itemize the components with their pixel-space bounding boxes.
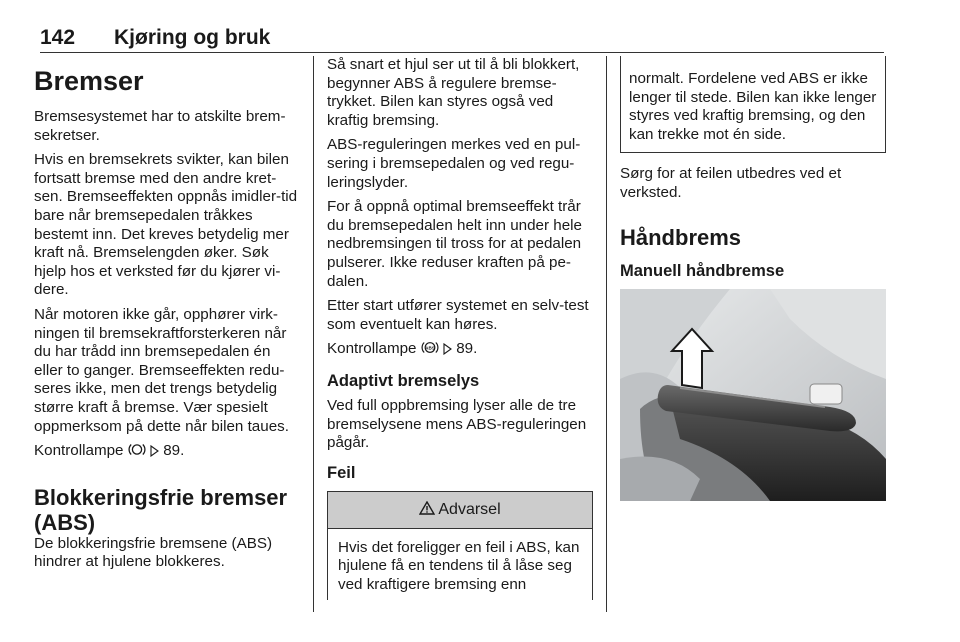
lamp-reference-text: Kontrollampe <box>34 442 124 460</box>
svg-text:ABS: ABS <box>424 345 435 351</box>
column-2 <box>327 56 593 600</box>
paragraph: Så snart et hjul ser ut til å bli blokkert, begynner ABS å regulere bremse-trykket. Bilen kan styres også ved kraftig bremsing. <box>327 56 580 129</box>
warning-header <box>328 492 592 529</box>
paragraph: De blokkeringsfrie bremsene (ABS) hindrer at hjulene blokkeres. <box>34 534 273 571</box>
paragraph: ABS-reguleringen merkes ved en pul-sering i bremsepedalen og ved regu-leringslyder. <box>327 136 581 191</box>
lamp-reference-page: 89. <box>456 340 478 358</box>
paragraph: Ved full oppbremsing lyser alle de tre bremselysene mens ABS-reguleringen pågår. <box>327 396 587 452</box>
paragraph: Hvis en bremsekrets svikter, kan bilen fortsatt bremse med den andre kret-sen. Bremseeffekten oppnås imidler-tid bare når bremsepedalen tråkkes bestemt inn. Det kreves betydelig mer kraft nå. Bremselengden øker. Søk hjelp hos et verksted før du kjører vi-dere. <box>34 151 298 299</box>
paragraph: Sørg for at feilen utbedres ved et verksted. <box>620 165 842 201</box>
heading-abs-line2: (ABS) <box>34 509 96 535</box>
heading-feil: Feil <box>327 463 356 482</box>
paragraph: For å oppnå optimal bremseeffekt trår du bremsepedalen helt inn under hele nedbremsingen til tross for at pedalen pulserer. Ikke reduser kraften på pe-dalen. <box>327 198 582 290</box>
warning-text: Hvis det foreligger en feil i ABS, kan hjulene få en tendens til å låse seg ved kraftigere bremsing enn <box>338 538 580 593</box>
heading-handbrems: Håndbrems <box>620 224 742 250</box>
heading-abs-line1: Blokkeringsfrie bremser <box>34 484 288 510</box>
warning-box <box>327 491 593 601</box>
abs-lamp-icon <box>421 340 439 361</box>
heading-adaptive-brakelight: Adaptivt bremselys <box>327 371 480 390</box>
paragraph: Når motoren ikke går, opphører virk-ningen til bremsekraftforsterkeren når du har trådd inn bremsepedalen én eller to ganger. Bremseeffekten redu-seres ikke, men det trengs betydelig større kraft å bremse. Vær spesielt oppmerksom på dette når bilen taues. <box>34 305 289 435</box>
lamp-reference <box>327 340 593 361</box>
column-1 <box>34 56 299 578</box>
heading-abs <box>34 485 299 535</box>
brake-warning-lamp-icon <box>128 442 146 463</box>
warning-text-continued: normalt. Fordelene ved ABS er ikke lenger til stede. Bilen kan ikke lenger styres ved kraftig bremsing, og den kan trekke mot én side. <box>629 70 877 143</box>
warning-box-continued <box>620 56 886 153</box>
heading-bremser: Bremser <box>34 66 144 96</box>
handbrake-photo <box>620 289 886 501</box>
lamp-reference-text: Kontrollampe <box>327 340 417 358</box>
warning-body <box>328 529 592 601</box>
lamp-reference <box>34 442 299 463</box>
warning-triangle-icon <box>419 501 435 519</box>
page-number: 142 <box>40 26 76 49</box>
header-rule <box>40 52 884 53</box>
page-section-title: Kjøring og bruk <box>114 26 271 49</box>
arrow-ref-icon <box>150 444 159 463</box>
page-header <box>40 26 890 50</box>
lamp-reference-page: 89. <box>163 442 185 460</box>
paragraph: Etter start utfører systemet en selv-test som eventuelt kan høres. <box>327 297 589 333</box>
warning-title: Advarsel <box>438 500 501 518</box>
column-3 <box>620 56 886 501</box>
column-divider-1 <box>313 56 314 612</box>
subheading-manual-handbrake: Manuell håndbremse <box>620 261 785 280</box>
paragraph: Bremsesystemet har to atskilte brem-sekretser. <box>34 108 286 144</box>
arrow-ref-icon <box>443 342 452 361</box>
column-divider-2 <box>606 56 607 612</box>
